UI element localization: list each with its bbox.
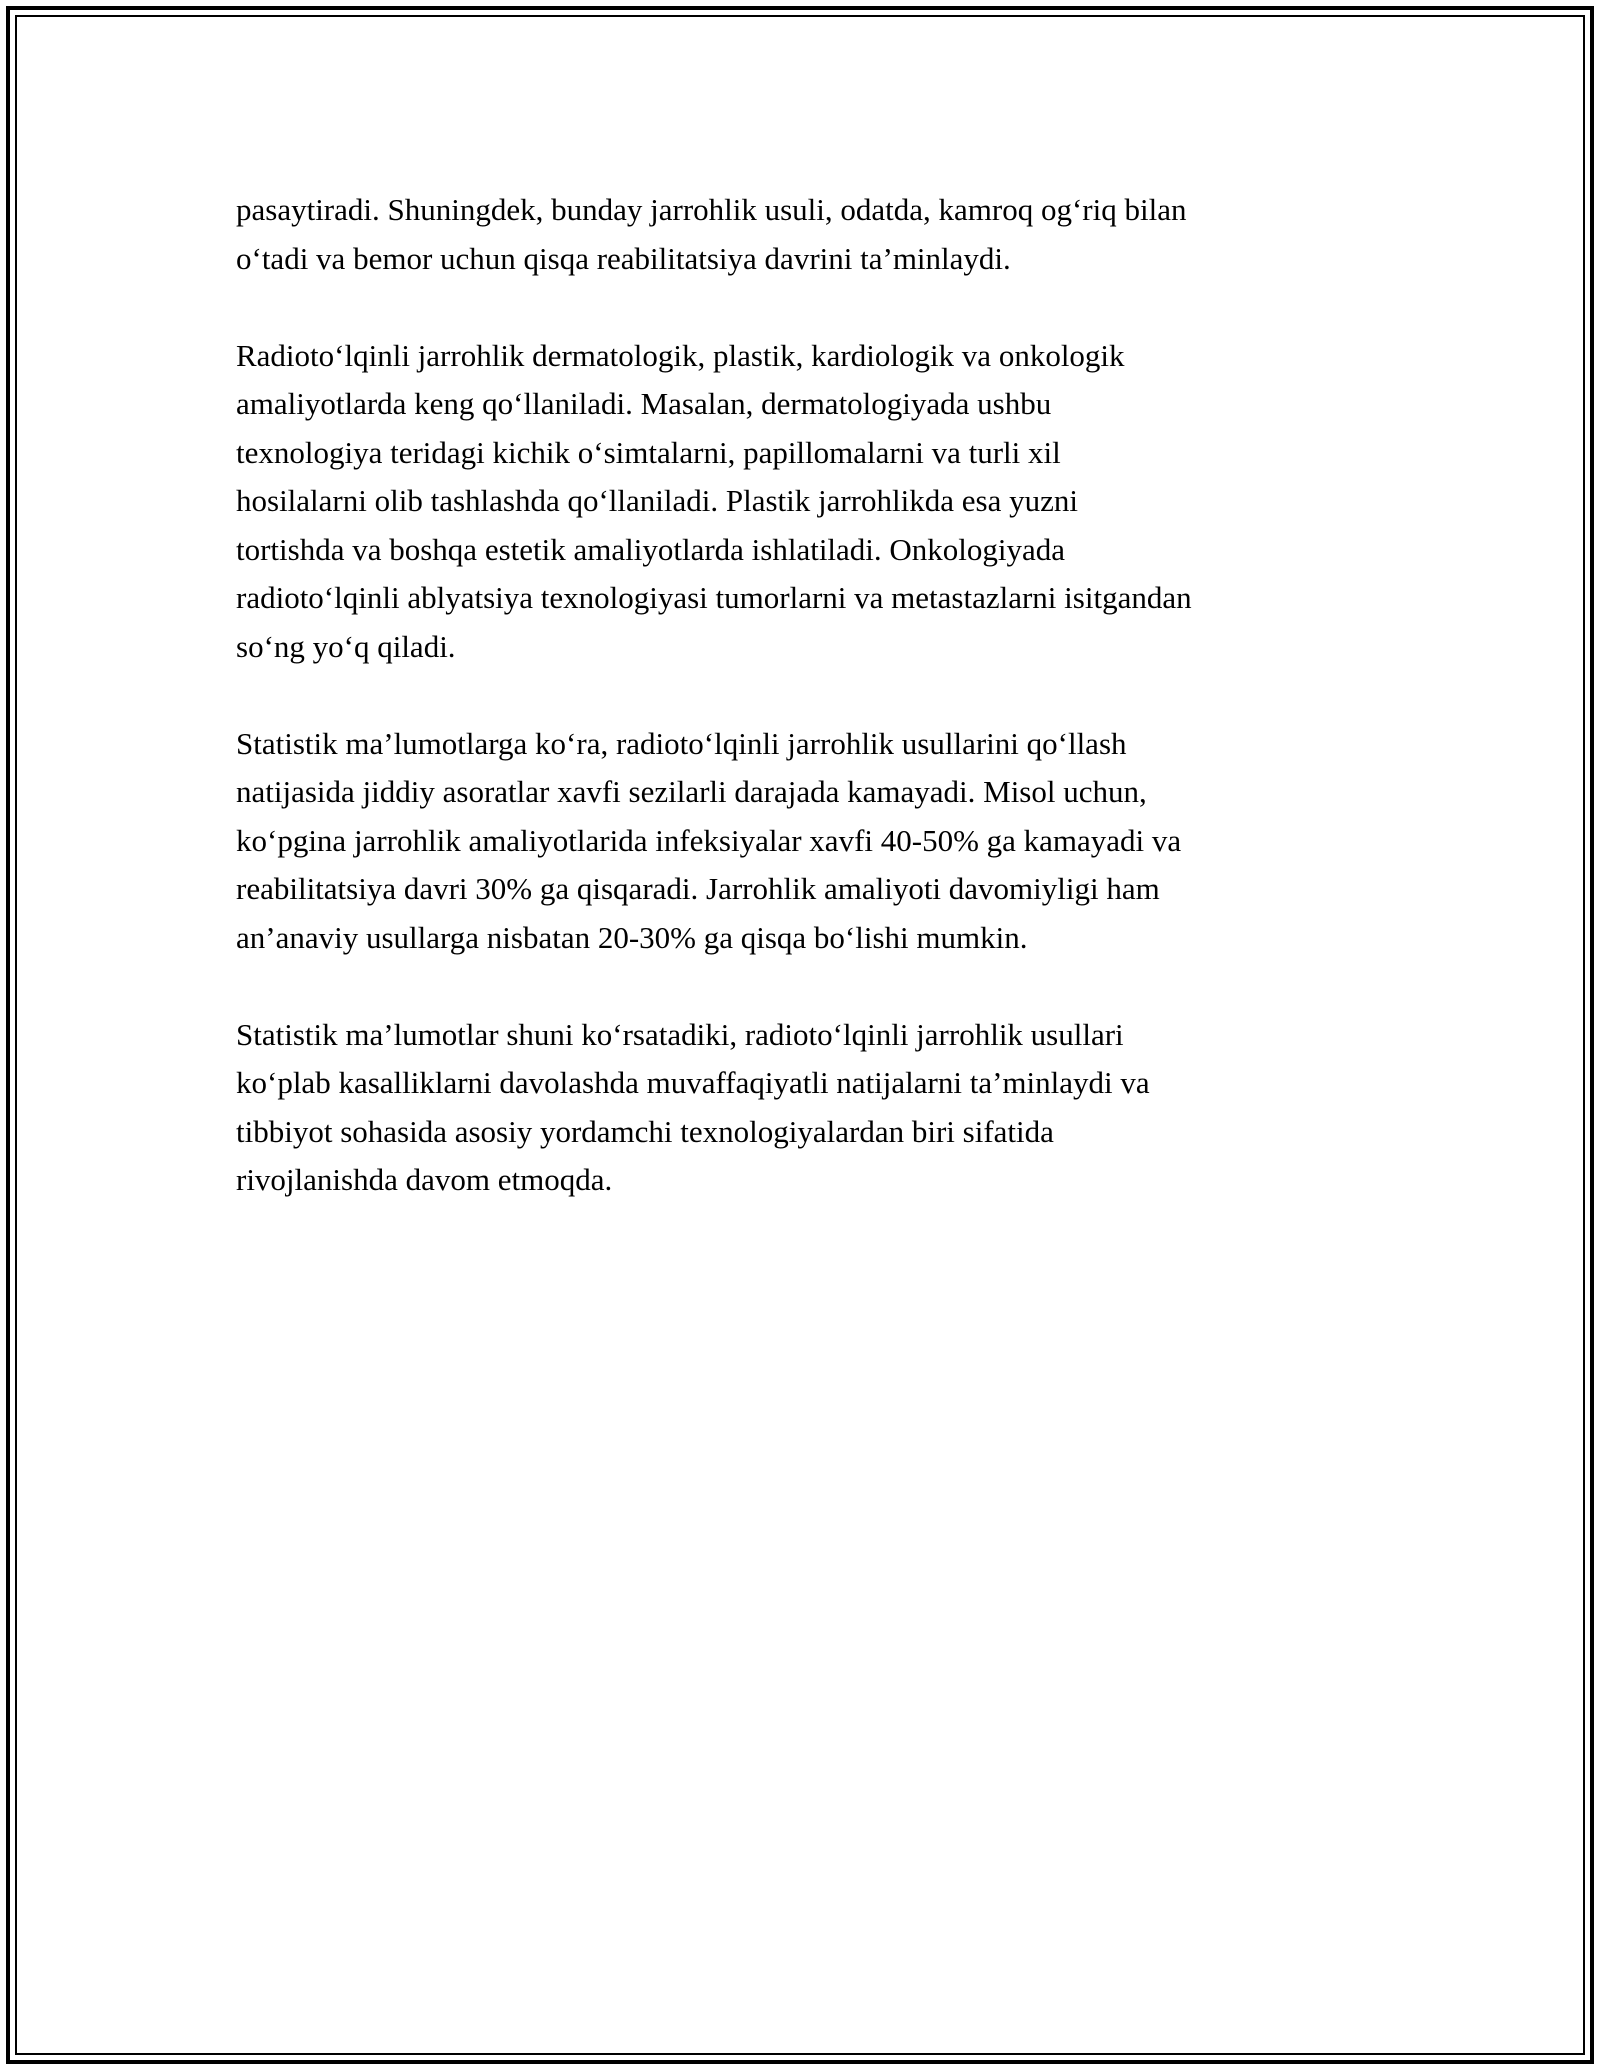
text-line: tibbiyot sohasida asosiy yordamchi texnologiyalardan biri sifatida [236, 1113, 1054, 1149]
text-line: hosilalarni olib tashlashda qo‘llaniladi. Plastik jarrohlikda esa yuzni [236, 483, 1078, 518]
text-line: texnologiya teridagi kichik o‘simtalarni, papillomalarni va turli xil [236, 434, 1061, 470]
text-line: o‘tadi va bemor uchun qisqa reabilitatsiya davrini ta’minlaydi. [236, 240, 1011, 276]
document-body [236, 186, 1376, 1253]
text-line: Statistik ma’lumotlarga ko‘ra, radioto‘lqinli jarrohlik usullarini qo‘llash [236, 725, 1127, 761]
text-line: an’anaviy usullarga nisbatan 20-30% ga qisqa bo‘lishi mumkin. [236, 919, 1028, 955]
paragraph [236, 332, 1376, 672]
text-line: pasaytiradi. Shuningdek, bunday jarrohlik usuli, odatda, kamroq og‘riq bilan [236, 192, 1187, 227]
text-line: rivojlanishda davom etmoqda. [236, 1162, 613, 1197]
text-line: amaliyotlarda keng qo‘llaniladi. Masalan, dermatologiyada ushbu [236, 386, 1052, 421]
text-line: ko‘plab kasalliklarni davolashda muvaffaqiyatli natijalarni ta’minlaydi va [236, 1065, 1150, 1100]
text-line: Radioto‘lqinli jarrohlik dermatologik, plastik, kardiologik va onkologik [236, 337, 1125, 373]
text-line: ko‘pgina jarrohlik amaliyotlarida infeksiyalar xavfi 40-50% ga kamayadi va [236, 822, 1182, 858]
text-line: natijasida jiddiy asoratlar xavfi sezilarli darajada kamayadi. Misol uchun, [236, 774, 1147, 809]
text-line: Statistik ma’lumotlar shuni ko‘rsatadiki, radioto‘lqinli jarrohlik usullari [236, 1016, 1124, 1052]
paragraph [236, 186, 1376, 283]
text-line: reabilitatsiya davri 30% ga qisqaradi. Jarrohlik amaliyoti davomiyligi ham [236, 871, 1160, 906]
text-line: so‘ng yo‘q qiladi. [236, 628, 456, 664]
paragraph [236, 720, 1376, 963]
paragraph [236, 1011, 1376, 1205]
text-line: radioto‘lqinli ablyatsiya texnologiyasi tumorlarni va metastazlarni isitgandan [236, 580, 1192, 615]
text-line: tortishda va boshqa estetik amaliyotlarda ishlatiladi. Onkologiyada [236, 531, 1066, 567]
